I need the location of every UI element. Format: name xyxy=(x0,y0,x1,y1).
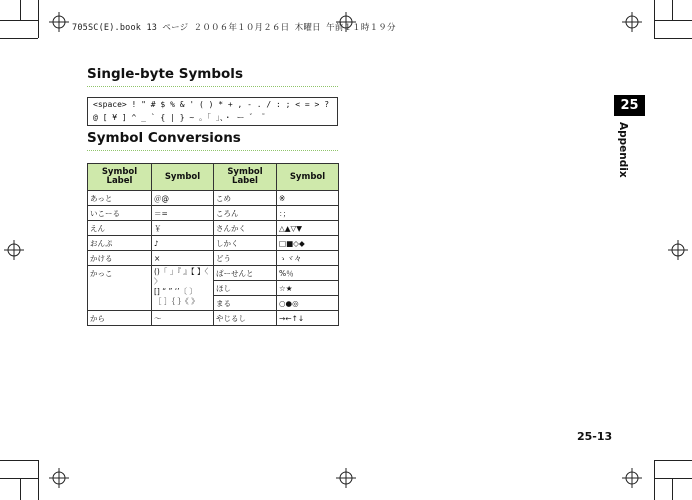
symbol-cell: ○●◎ xyxy=(277,296,339,311)
registration-mark-icon xyxy=(49,12,69,32)
table-row xyxy=(88,206,339,221)
symbol-cell: × xyxy=(152,251,214,266)
crop-mark xyxy=(38,0,39,38)
crop-mark xyxy=(38,460,39,500)
crop-mark xyxy=(654,38,692,39)
symbol-cell-brackets xyxy=(152,266,214,311)
chapter-number-tab: 25 xyxy=(614,95,645,116)
symbol-label-cell: こめ xyxy=(214,191,277,206)
bracket-symbols-line: [] “ ” ‘’〔 〕 xyxy=(154,287,197,296)
symbol-label-cell: かける xyxy=(88,251,152,266)
column-header-symbol: Symbol xyxy=(152,164,214,191)
crop-mark xyxy=(654,0,655,38)
table-row xyxy=(88,221,339,236)
symbol-cell: ～ xyxy=(152,311,214,326)
print-header: 705SC(E).book 13 ページ ２００６年１０月２６日 木曜日 午前１１時１９分 xyxy=(72,23,396,33)
section-title-symbol-conversions: Symbol Conversions xyxy=(87,130,241,146)
column-header-symbol-label: Symbol Label xyxy=(88,164,152,191)
crop-mark xyxy=(20,478,21,500)
table-row xyxy=(88,311,339,326)
symbol-label-cell: ほし xyxy=(214,281,277,296)
crop-mark xyxy=(0,20,38,21)
symbol-cell: ※ xyxy=(277,191,339,206)
crop-mark xyxy=(0,38,38,39)
registration-mark-icon xyxy=(668,240,688,260)
page-number: 25-13 xyxy=(577,430,613,443)
crop-mark xyxy=(0,460,38,461)
title-rule xyxy=(87,86,338,87)
symbol-label-cell: どう xyxy=(214,251,277,266)
crop-mark xyxy=(654,20,692,21)
crop-mark xyxy=(654,460,655,500)
symbol-cell: →←↑↓ xyxy=(277,311,339,326)
symbol-label-cell: さんかく xyxy=(214,221,277,236)
symbol-label-cell: ころん xyxy=(214,206,277,221)
crop-mark xyxy=(672,0,673,20)
crop-mark xyxy=(654,478,692,479)
registration-mark-icon xyxy=(622,468,642,488)
table-row xyxy=(88,266,339,281)
symbol-label-cell: おんぷ xyxy=(88,236,152,251)
table-header-row xyxy=(88,164,339,191)
symbol-cell: ￥ xyxy=(152,221,214,236)
symbol-label-cell: やじるし xyxy=(214,311,277,326)
symbol-label-cell: ぱーせんと xyxy=(214,266,277,281)
symbol-cell: ♪ xyxy=(152,236,214,251)
table-row xyxy=(88,251,339,266)
single-byte-symbol-box xyxy=(87,97,338,126)
symbol-cell: □■◇◆ xyxy=(277,236,339,251)
symbol-label-cell: あっと xyxy=(88,191,152,206)
symbol-line-1: <space> ! " # $ % & ' ( ) * + , - . / : ; < = > ? xyxy=(93,100,330,109)
column-header-symbol-label: Symbol Label xyxy=(214,164,277,191)
symbol-cell: ゝヾ々 xyxy=(277,251,339,266)
symbol-label-cell: えん xyxy=(88,221,152,236)
crop-mark xyxy=(654,460,692,461)
registration-mark-icon xyxy=(336,468,356,488)
symbol-conversion-table xyxy=(87,163,339,326)
registration-mark-icon xyxy=(622,12,642,32)
symbol-label-cell: まる xyxy=(214,296,277,311)
symbol-cell: ☆★ xyxy=(277,281,339,296)
registration-mark-icon xyxy=(4,240,24,260)
crop-mark xyxy=(672,478,673,500)
symbol-cell: ＝= xyxy=(152,206,214,221)
bracket-symbols-line: ()「 」『 』【 】〈 〉 xyxy=(154,267,209,286)
table-row xyxy=(88,191,339,206)
symbol-label-cell: しかく xyxy=(214,236,277,251)
symbol-cell: %％ xyxy=(277,266,339,281)
registration-mark-icon xyxy=(49,468,69,488)
symbol-label-cell: いこーる xyxy=(88,206,152,221)
symbol-label-cell: から xyxy=(88,311,152,326)
table-row xyxy=(88,236,339,251)
symbol-cell: ＠@ xyxy=(152,191,214,206)
chapter-label: Appendix xyxy=(617,122,629,178)
symbol-cell: △▲▽▼ xyxy=(277,221,339,236)
symbol-cell: ：； xyxy=(277,206,339,221)
bracket-symbols-line: ［ ］｛ ｝《 》 xyxy=(154,297,199,306)
section-title-single-byte: Single-byte Symbols xyxy=(87,66,243,82)
column-header-symbol: Symbol xyxy=(277,164,339,191)
crop-mark xyxy=(20,0,21,20)
title-rule xyxy=(87,150,338,151)
crop-mark xyxy=(0,478,38,479)
symbol-label-cell: かっこ xyxy=(88,266,152,311)
symbol-line-2: @ [ ¥ ] ^ _ ` { | } ~ 。「 」、・ ー ゛ ゜ xyxy=(93,113,271,122)
